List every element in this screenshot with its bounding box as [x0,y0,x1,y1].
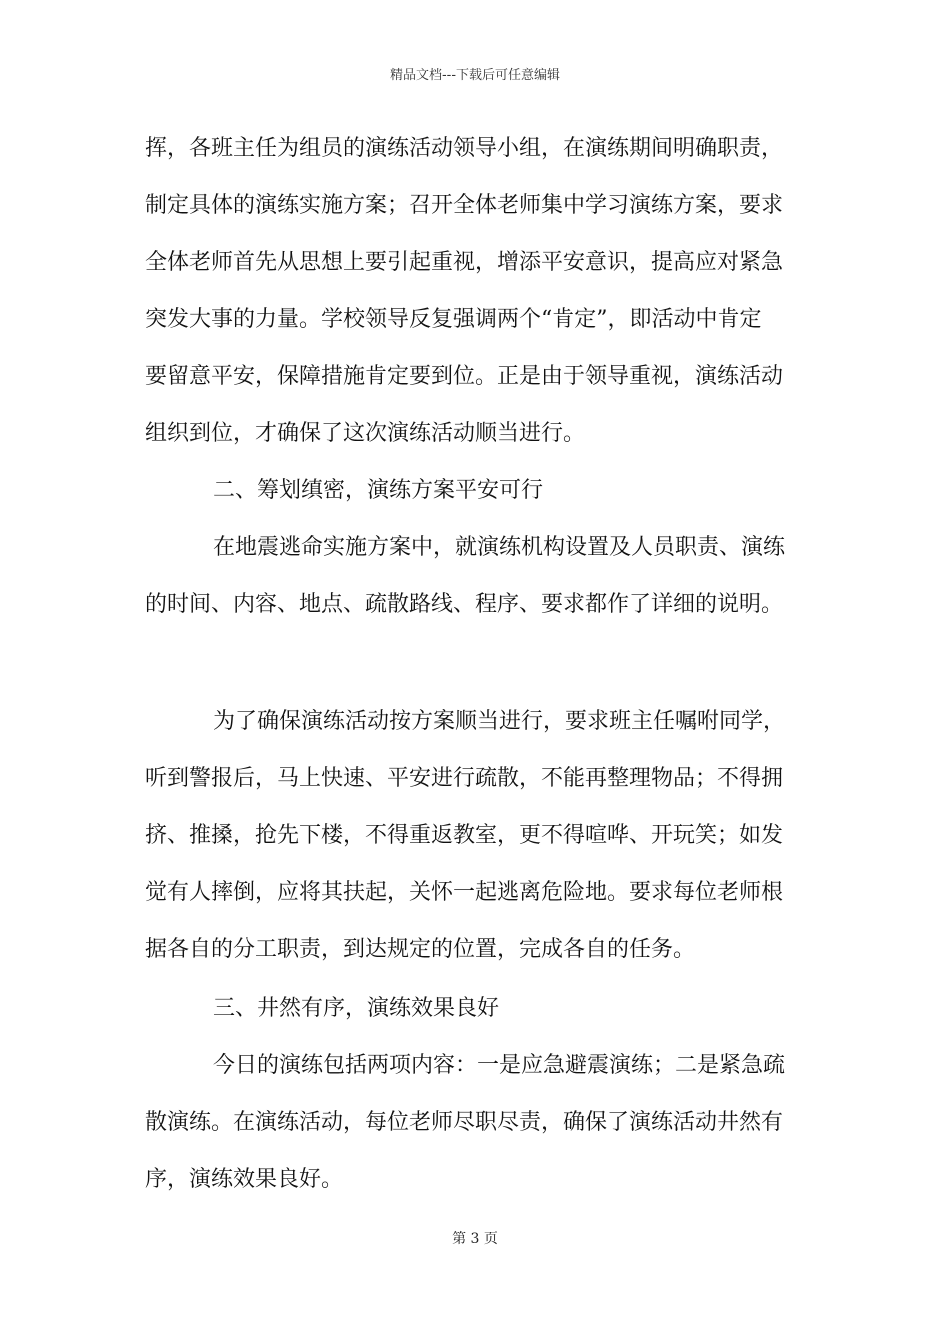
heading-text: 二、筹划缜密，演练方案平安可行 [213,478,544,503]
section-heading-3 [145,980,805,1037]
paragraph-1 [145,120,805,462]
text-line: 听到警报后，马上快速、平安进行疏散，不能再整理物品；不得拥 [145,766,784,791]
text-line: 在地震逃命实施方案中，就演练机构设置及人员职责、演练 [213,535,786,560]
text-line: 据各自的分工职责，到达规定的位置，完成各自的任务。 [145,937,696,962]
text-line: 要留意平安，保障措施肯定要到位。正是由于领导重视，演练活动 [145,364,784,389]
text-line: 挤、推搡，抢先下楼，不得重返教室，更不得喧哗、开玩笑；如发 [145,823,784,848]
page-number: 第 3 页 [452,1231,498,1247]
text-line: 全体老师首先从思想上要引起重视，增添平安意识，提高应对紧急 [145,250,784,275]
text-line: 今日的演练包括两项内容：一是应急避震演练；二是紧急疏 [213,1053,786,1078]
text-line: 散演练。在演练活动，每位老师尽职尽责，确保了演练活动井然有 [145,1110,784,1135]
text-line: 序，演练效果良好。 [145,1167,344,1192]
text-line: 觉有人摔倒，应将其扶起，关怀一起逃离危险地。要求每位老师根 [145,880,784,905]
paragraph-2 [145,519,805,633]
text-line: 突发大事的力量。学校领导反复强调两个“肯定”，即活动中肯定 [145,307,762,332]
paragraph-3 [145,693,805,978]
text-line: 挥，各班主任为组员的演练活动领导小组，在演练期间明确职责， [145,136,784,161]
text-line: 为了确保演练活动按方案顺当进行，要求班主任嘱咐同学， [213,709,786,734]
section-heading-2 [145,462,805,519]
text-line: 的时间、内容、地点、疏散路线、程序、要求都作了详细的说明。 [145,592,784,617]
page-header: 精品文档---下载后可任意编辑 [389,68,561,83]
heading-text: 三、井然有序，演练效果良好 [213,996,500,1021]
paragraph-4 [145,1037,805,1208]
text-line: 制定具体的演练实施方案；召开全体老师集中学习演练方案，要求 [145,193,784,218]
text-line: 组织到位，才确保了这次演练活动顺当进行。 [145,421,586,446]
